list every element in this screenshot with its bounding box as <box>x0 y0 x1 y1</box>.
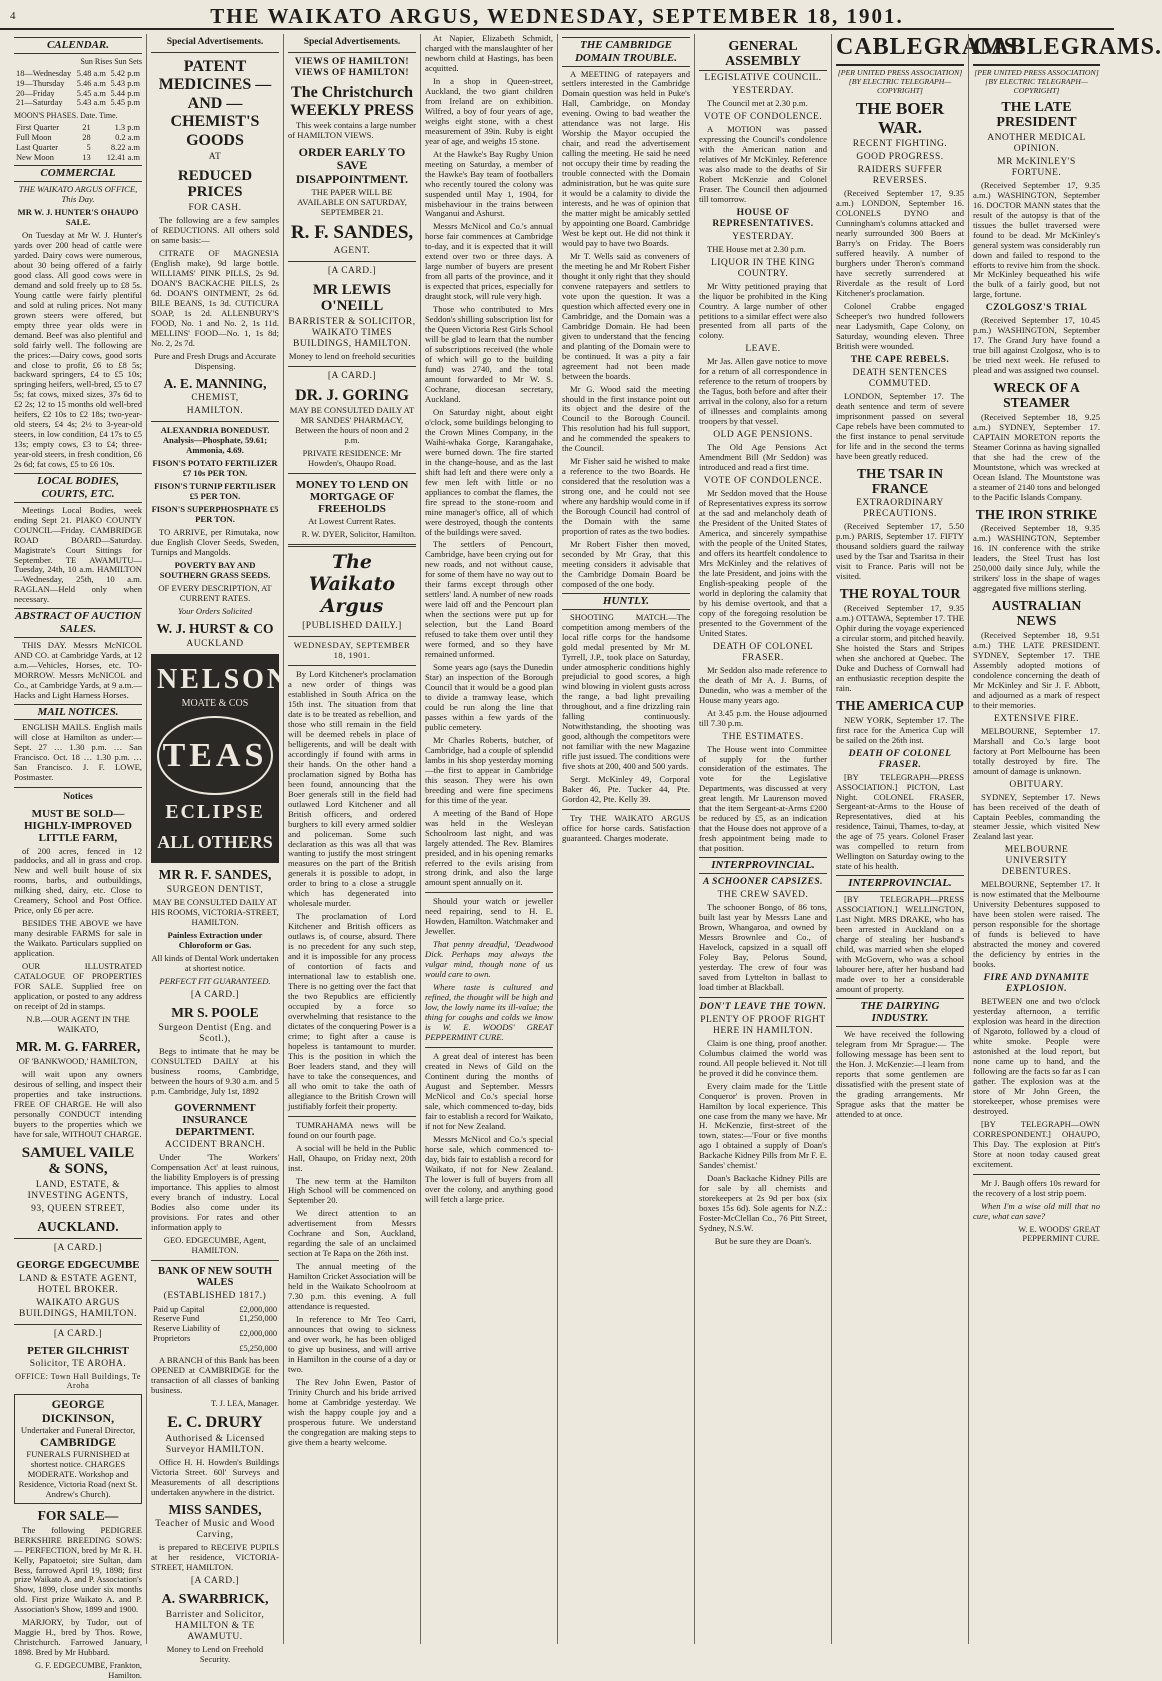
drury-subheading: Authorised & Licensed Surveyor HAMILTON. <box>165 1433 265 1455</box>
nelson-eclipse: ECLIPSE <box>165 801 265 824</box>
divider <box>288 1116 416 1117</box>
legislative-council: LEGISLATIVE COUNCIL. <box>704 72 822 83</box>
money-signature: R. W. DYER, Solicitor, Hamilton. <box>301 530 416 540</box>
catalogue-notice: OUR ILLUSTRATED CATALOGUE OF PROPERTIES FOR SALE. Supplied free on application, or posted to any address on receipt of 2d in stamps. <box>14 961 142 1012</box>
plenty-body: Claim is one thing, proof another. Columbus claimed the world was round. All people believed it. Not till he proved it did he convince them. <box>699 1037 827 1078</box>
columns <box>10 33 1162 1680</box>
news-paragraph: Messrs McNicol and Co.'s annual horse fair commences at Cambridge to-day, and it is expected that it will extend over two or three days. A large number of buyers are present from all parts of the province, and it is expected that prices, especially for draught stock, will rule very high. <box>425 221 553 302</box>
news-paragraph: At the Hawke's Bay Rugby Union meeting on Saturday, a member of the Hawke's Bay team of footballers who recently toured the colony was suspended until May 1, 1904, for misbehaviour in the trains between Wanganui and Ashurst. <box>425 148 553 219</box>
dickinson-ad <box>14 1394 142 1504</box>
forsale-body: The following PEDIGREE BERKSHIRE BREEDING SOWS:— PERFECTION, bred by Mr R. H. Kelly, Papatoetoi; sire Sultan, dam Bess, farrowed April 19, 1898; first prize Waikato A. and P. Association's Show, 1899, close under six months old. First prize Waikato A. and P. Association's Show, 1899 and 1900. <box>14 1524 142 1615</box>
goring-name: DR. J. GORING <box>295 386 409 404</box>
vote-condolence: VOTE OF CONDOLENCE. <box>703 111 823 122</box>
ad-verse: That penny dreadful, 'Deadwood Dick. Perhaps may always the vulgar mind, though none of us would care to own. <box>425 939 553 980</box>
fraser-death-body: [BY TELEGRAPH—PRESS ASSOCIATION.] PICTON, Last Night. COLONEL FRASER, Sergeant-at-Arms to the House of Representatives, died at his residence, Tainui, Thames, to-day, at the age of 75 years. Colonel Fraser was compelled to return from Wellington on Saturday owing to the state of his health. <box>836 771 964 872</box>
good-progress: GOOD PROGRESS. <box>856 152 944 163</box>
cape-body: LONDON, September 17. The death sentence and term of severe imprisonment passed on several Cape rebels have been commuted to the first instance to penal servitude for life and in the second the terms have been greatly reduced. <box>836 390 964 461</box>
patent-price: REDUCED PRICES <box>177 167 253 201</box>
divider <box>288 52 416 53</box>
auction-body: THIS DAY. Messrs McNICOL AND CO. at Cambridge Yards, at 12 a.m.—Vehicles, Horses, etc. TO-MORROW. Messrs McNICOL and Co., at Cambridge Yards, at 9 a.m.—Hacks and Light Harness Horses. <box>14 639 142 700</box>
dynamite-body: BETWEEN one and two o'clock yesterday afternoon, a terrific explosion was heard in the direction of Ngaroto, followed by a cloud of white smoke. People were astonished at the loud report, but none came up to hand, and the following are the facts so far as I can gather. The explosion was at the store of Mr John Green, the storekeeper, whose premises were destroyed. <box>973 996 1100 1116</box>
czolgosz-heading: CZOLGOSZ'S TRIAL <box>985 303 1088 314</box>
dairying-body: We have received the following telegram from Mr Sprague:— The following message has been sent to the Hon. J. McKenzie:—I learn from reports that some gentlemen are dissatisfied with the present state of the grading arrangements. Mr Sprague asks that the matter be attended to at once. <box>836 1029 964 1119</box>
column-4 <box>420 34 557 1644</box>
fraser-death-heading: DEATH OF COLONEL FRASER. <box>848 748 952 770</box>
vaile-name: SAMUEL VAILE & SONS, <box>21 1144 135 1178</box>
swarbrick-name: A. SWARBRICK, <box>161 1592 269 1608</box>
press-heading: The Christchurch WEEKLY PRESS <box>290 84 414 119</box>
wreck-body: (Received September 18, 9.25 a.m.) SYDNEY, September 17. CAPTAIN MORETON reports the Steamer Corinna as having signalled that she had the crew of the Mountstone, which was wrecked at Ocean Island. The Mountstone was a steamer of 2140 tons and belonged to the Pacific Islands Company. <box>973 411 1100 502</box>
trouble-body: Mr T. Wells said as conveners of the meeting he and Mr Robert Fisher thought it only right that they should convene ratepayers and settlers to vote upon the question. It was a question which affected every one in Cambridge, and the Domain was a Cambridge Domain. He had been given to understand that the fencing and planting of the Domain were to be continued. It was a pity a fair agreement had not been made between the boards. <box>562 250 690 381</box>
pensions-body: The Old Age Pensions Act Amendment Bill (Mr Seddon) was introduced and read a first time. <box>699 442 827 473</box>
press-available: THE PAPER WILL BE AVAILABLE ON SATURDAY, SEPTEMBER 21. <box>297 186 407 217</box>
vote-body: A MOTION was passed expressing the Council's condolence with the American nation and relatives of Mr McKinley. Reference was also made to the deaths of Sir Robert McKenzie and Colonel Fraser. The Council then adjourned till tomorrow. <box>699 123 827 204</box>
huntly-results: Sergt. McKinley 49, Corporal Baker 46, Pte. Tucker 44, Pte. Gordon 42, Pte. Kelly 39. <box>562 774 690 805</box>
poole-subheading: Surgeon Dentist (Eng. and Scotl.), <box>158 1022 272 1044</box>
tsar-body: (Received September 17, 5.50 p.m.) PARIS, September 17. FIFTY thousand soldiers guard the railway used by the Tsar and Tsaritsa in their visit to France. Paris will not be visited. <box>836 521 964 582</box>
bank-body: A BRANCH of this Bank has been OPENED at CAMBRIDGE for the transaction of all classes of banking business. <box>151 1355 279 1396</box>
lc-body: The Council met at 2.30 p.m. <box>707 97 808 108</box>
column-7 <box>831 34 1026 1644</box>
card-label: [A CARD.] <box>190 1576 240 1587</box>
liquor-heading: LIQUOR IN THE KING COUNTRY. <box>710 257 816 279</box>
card-label: [A CARD.] <box>53 1328 103 1339</box>
edgecumbe-name: GEORGE EDGECUMBE <box>16 1259 140 1272</box>
miss-sandes-body: is prepared to RECEIVE PUPILS at her residence, VICTORIA-STREET, HAMILTON. <box>151 1542 279 1573</box>
yesterday-label: YESTERDAY. <box>732 85 794 96</box>
card-label: [A CARD.] <box>53 1243 103 1254</box>
agent-name: MR. M. G. FARRER, <box>15 1038 141 1054</box>
electric-telegraph: [BY ELECTRIC TELEGRAPH—COPYRIGHT] <box>985 76 1088 95</box>
table-row: First Quarter 21 1.3 p.m <box>16 123 140 133</box>
divider <box>973 1174 1100 1175</box>
divider <box>14 1324 142 1325</box>
schooner-body: The schooner Bongo, of 86 tons, built last year by Messrs Lane and Brown, Whangaroa, and owned by Messrs Brownlee and Co., of Havelock, capsized in a squall off Foley Bay, Pelorus Sound, yesterday. The crew of four was saved from Lyttelton in ballast to load timber at Blackball. <box>699 901 827 992</box>
huntly-body: SHOOTING MATCH.—The competition among members of the local rifle corps for the handsome gold medal presented by Mr M. Tyrrell, J.P., took place on Saturday, under atmospheric conditions highly prejudicial to good scores, a high wind blowing in violent gusts across the range, a bad light prevailing throughout, and a fine drizzling rain falling continuously. Notwithstanding, the shooting was good, although the competitors were not familiar with the new Magazine rifle just issued. The conditions were five shots at 200, 400 and 500 yards. <box>562 611 690 772</box>
agent-intro: N.B.—OUR AGENT IN THE WAIKATO, <box>26 1014 130 1034</box>
table-row: 19—Thursday 5.46 a.m 5.43 p.m <box>16 78 140 88</box>
news-paragraph: In reference to Mr Teo Carri, announces that owing to sickness and over work, he has been obliged to give up business, and will arrive in Hamilton in the course of a day or two. <box>288 1314 416 1374</box>
news-paragraph: A great deal of interest has been created in News of Gild on the Continent during the months of August and September. Messrs McNicol and Co.'s special horse sale, which commenced to-day, bids fair to establish a record for Waikato, if not for New Zealand. <box>425 1050 553 1131</box>
news-paragraph: The annual meeting of the Hamilton Cricket Association will be held in the Waikato Schoolroom at 7.30 p.m. this evening. A full attendance is requested. <box>288 1261 416 1312</box>
gov-insurance-agent: GEO. EDGECUMBE, Agent, HAMILTON. <box>163 1234 267 1255</box>
page-number-left: 4 <box>10 10 16 22</box>
card-label: [A CARD.] <box>190 989 240 1000</box>
divider <box>562 809 690 810</box>
patent-list-intro: The following are a few samples of REDUCTIONS. All others sold on same basis:— <box>151 215 279 245</box>
column-6 <box>694 34 831 1644</box>
table-row: 18—Wednesday 5.48 a.m 5.42 p.m <box>16 69 140 79</box>
table-row: New Moon 13 12.41 a.m <box>16 152 140 162</box>
news-paragraph: Some years ago (says the Dunedin Star) an inspection of the Borough Council that it would be a good plan to divide a tramway lease, which could be run along the line that passes within a few yards of the public cemetery. <box>425 662 553 732</box>
oneill-subheading: BARRISTER & SOLICITOR, WAIKATO TIMES BUILDINGS, HAMILTON. <box>288 316 416 349</box>
dickinson-city: CAMBRIDGE <box>39 1435 116 1450</box>
bank-signature: T. J. LEA, Manager. <box>211 1399 279 1409</box>
poole-body: Begs to intimate that he may be CONSULTED DAILY at his business rooms, Cambridge, between the hours of 9.30 a.m. and 5 p.m. Cambridge, July 1st, 1892 <box>151 1045 279 1096</box>
argus-subheading: [PUBLISHED DAILY.] <box>302 621 402 632</box>
royal-body: (Received September 17, 9.35 a.m.) OTTAWA, September 17. THE Ophir during the voyage experienced a circular storm, and pitched heavily. She hoisted the Stars and Stripes when she anchored at Quebec. The Duke and Duchess of Cornwall had an enthusiastic reception despite the rain. <box>836 603 964 693</box>
vaile-subheading: LAND, ESTATE, & INVESTING AGENTS, <box>27 1179 129 1201</box>
vote2-body: Mr Seddon moved that the House of Representatives express its sorrow at the sad and melancholy death of the President of the United States of America, and sincerely sympathise with the people of the United States, and offers its heartfelt condolence to Mrs McKinley and the relatives of the late President, and joins with the English-speaking people of the world in deploring the calamity that by his demise overtook, and that a copy of the foregoing resolution be presented to the Government of the United States. <box>699 488 827 638</box>
moon-header: MOON'S PHASES. Date. Time. <box>14 111 118 121</box>
fertilizer-4: FISON'S SUPERPHOSPHATE £5 PER TON. <box>151 504 279 525</box>
news-paragraph: On Saturday night, about eight o'clock, some buildings belonging to the Crown Mines Company, in the Waihi-whaka Gorge, Karangahake, were burned down. The fire started in the change-house, and as the last shift had left and there were only a few men left with little or no appliances to combat the flames, the fire spread to the stone-room and mine manager's office, all of which were destroyed, though the contents of the buildings were saved. <box>425 406 553 537</box>
table-row: £5,250,000 <box>239 1343 277 1353</box>
trouble-body: Mr G. Wood said the meeting should in the first instance point out its object and the desire of the Council to the Borough Council. This resolution had his full support, and he commended the speakers to the Council. <box>562 383 690 454</box>
nelson-company: MOATE & COS <box>181 698 249 710</box>
news-paragraph: The new term at the Hamilton High School will be commenced on September 20. <box>288 1175 416 1206</box>
drury-body: Office H. H. Howden's Buildings Victoria Street. 60l' Surveys and Measurements of all descriptions undertaken anywhere in the district. <box>151 1456 279 1497</box>
commercial-body: On Tuesday at Mr W. J. Hunter's yards over 200 head of cattle were yarded. Dairy cows were numerous, about 30 being offered of a fairly good class. All good cows were in demand and sold freely up to £8 5s. Young cattle were fairly plentiful and sold at ruling prices. Not many grown steers were offered, but empty three year olds were in demand. Beef was also plentiful and sold fairly well. The following are the prices:—Dairy cows, good sorts and close to profit, £6 to £8 5s; backward springers, £4 to £5 10s; springing heifers, well-bred, £5 to £7 5s; fat cows, mixed sizes, 37s 6d to £2 2s; 12 to 15 months old well-bred heifers, £2 10s to £2 18s; two-year-old steers, £4 4s; 2½ to 3-year-old steers, in low condition, £4 17s to £5 13s; empty cows, £3 to £4; three-year-old steers, in fresh condition, £6 2s 6d; fat cows, £5 to £6 10s. <box>14 229 142 470</box>
patent-cash: FOR CASH. <box>188 202 242 213</box>
divider <box>288 261 416 262</box>
death-sentences: DEATH SENTENCES COMMUTED. <box>852 367 948 389</box>
pensions-heading: OLD AGE PENSIONS. <box>713 430 813 441</box>
column-5 <box>557 34 694 1644</box>
sun-table <box>14 69 142 108</box>
miss-sandes-name: MISS SANDES, <box>168 1501 262 1517</box>
farm-notice-body: of 200 acres, fenced in 12 paddocks, and all in grass and crop. New and well built house of six rooms, barbs, and outbuildings, milking shed, dairy, etc. Close to Creamery, School and Post Office. Price, only £6 per acre. <box>14 845 142 916</box>
estimates-heading: THE ESTIMATES. <box>722 731 804 742</box>
hurst-name: W. J. HURST & CO <box>156 620 274 636</box>
vaile-address: 93, QUEEN STREET, <box>31 1203 125 1214</box>
table-row: 21—Saturday 5.43 a.m 5.45 p.m <box>16 98 140 108</box>
argus-date: WEDNESDAY, SEPTEMBER 18, 1901. <box>293 640 411 661</box>
news-paragraph: TUMRAHAMA news will be found on our fourth page. <box>288 1119 416 1140</box>
news-paragraph: A social will be held in the Public Hall, Ohaupo, on Friday next, 20th inst. <box>288 1142 416 1173</box>
divider <box>151 1260 279 1261</box>
royal-tour-heading: THE ROYAL TOUR <box>839 586 961 602</box>
plenty-end: But be sure they are Doan's. <box>714 1236 812 1247</box>
farm-notice-heading: MUST BE SOLD— HIGHLY-IMPROVED LITTLE FARM, <box>24 808 132 845</box>
gov-insurance-name: GOVERNMENT INSURANCE DEPARTMENT. <box>174 1101 256 1138</box>
crew-saved: THE CREW SAVED. <box>717 889 809 900</box>
divider <box>699 997 827 998</box>
gov-insurance-subheading: ACCIDENT BRANCH. <box>164 1139 266 1150</box>
commercial-lead: THE WAIKATO ARGUS OFFICE, This Day. <box>18 184 138 204</box>
sandes-fit: PERFECT FIT GUARANTEED. <box>159 975 271 986</box>
press-association: [PER UNITED PRESS ASSOCIATION] <box>974 67 1099 77</box>
leader-paragraph: By Lord Kitchener's proclamation a new order of things was established in South Africa on the 15th inst. The situation from that date is to be treated as rebellion, and those who still remain in the field will be deemed rebels in place of belligerents, and will be dealt with accordingly if found with arms in their hands. On the other hand a proclamation signed by Botha has been found, announcing that the Boer generals still in the field had outlawed Lord Kitchener and all British officers, and ordered burghers to kill every armed soldier and policeman. Some such declaration as this was all that was wanting to justify the most stringent measures on the part of the British generals it is possible to adopt, in order to bring to a close a struggle which has degenerated into wholesale murder. <box>288 669 416 909</box>
gov-insurance-body: Under 'The Workers' Compensation Act' at least ruinous, the liability Employers is of pressing importance. This applies to almost every branch of industry. Local Bodies also come under its provisions. For rates and other information apply to <box>151 1151 279 1232</box>
sandes-name: MR R. F. SANDES, <box>158 867 272 883</box>
electric-telegraph: [BY ELECTRIC TELEGRAPH—COPYRIGHT] <box>848 76 952 95</box>
swarbrick-subheading: Barrister and Solicitor, HAMILTON & TE AWAMUTU. <box>165 1609 265 1642</box>
sun-header: Sun Rises Sun Sets <box>80 56 142 66</box>
moon-table <box>14 123 142 162</box>
cablegrams-banner: CABLEGRAMS. <box>836 34 964 66</box>
wreck-heading: WRECK OF A STEAMER <box>993 380 1080 411</box>
local-bodies-body: Meetings Local Bodies, week ending Sept 21. PIAKO COUNTY COUNCIL—Friday. CAMBRIDGE ROAD BOARD—Saturday. Magistrate's Court Sittings for September. TE AWAMUTU—Tuesday, 24th, 10 a.m. HAMILTON—Wednesday, 25th, 10 a.m. RAGLAN—Held only when necessary. <box>14 504 142 605</box>
plenty-heading: PLENTY OF PROOF RIGHT HERE IN HAMILTON. <box>700 1014 826 1036</box>
oneill-name: MR LEWIS O'NEILL <box>313 281 391 315</box>
patent-heading: PATENT MEDICINES — AND — CHEMIST'S GOODS <box>158 58 272 149</box>
president-body: (Received September 17, 9.35 a.m.) WASHINGTON, September 16. DOCTOR MANN states that the result of the autopsy is that of the tissues the bullet traversed were found to be dead. Mr McKinley's general system was considerably run down and failed to respond to the efforts to revive him from the shock. Mr McKinley bequeathed his wife the bulk of a fairly good, but not large, fortune. <box>973 179 1100 300</box>
trouble-body: Mr Fisher said he wished to make a reference to the two Boards. He considered that the resolution was a strong one, and he could not see where any hardship would come in if the Borough Council had control of the Domain with the same proportion of rates as the two bodies. <box>562 456 690 537</box>
dynamite-body: [BY TELEGRAPH—OWN CORRESPONDENT.] OHAUPO, This Day. The explosion at Pitt's Store at noon today caused great excitement. <box>973 1118 1100 1169</box>
table-row: Paid up Capital £2,000,000 <box>153 1304 277 1314</box>
column-3 <box>283 34 420 1644</box>
agent-body: will wait upon any owners desirous of selling, and inspect their properties and take instructions. FREE OF CHARGE. He will also personally CONDUCT intending buyers to the properties which we have for sale, WITHOUT CHARGE. <box>14 1068 142 1139</box>
fertilizer-3: FISON'S TURNIP FERTILISER £5 PER TON. <box>154 481 276 502</box>
press-body: This week contains a large number of HAMILTON VIEWS. <box>288 120 416 141</box>
bank-established: (ESTABLISHED 1817.) <box>163 1290 267 1301</box>
adjourn-text: At 3.45 p.m. the House adjourned till 7.30 p.m. <box>699 707 827 728</box>
dont-leave-heading: DON'T LEAVE THE TOWN. <box>699 1001 827 1012</box>
fertilizer-2: FISON'S POTATO FERTILIZER £7 10s PER TON. <box>152 458 278 479</box>
table-row: Reserve Liability of Proprietors £2,000,000 <box>153 1324 277 1343</box>
australian-body: (Received September 18, 9.51 a.m.) THE LATE PRESIDENT. SYDNEY, September 17. THE Assembly adopted motions of condolence concerning the death of Mr McKinley and Sir J. F. Abbott, and adjourned as a mark of respect to their memories. <box>973 629 1100 710</box>
swarbrick-money: Money to Lend on Freehold Security. <box>166 1643 264 1664</box>
obituary-heading: OBITUARY. <box>1009 779 1064 790</box>
local-bodies-heading: LOCAL BODIES, COURTS, ETC. <box>14 473 142 503</box>
argus-title: The Waikato Argus <box>308 551 396 618</box>
calendar-heading: CALENDAR. <box>14 37 142 54</box>
column-8 <box>968 34 1162 1644</box>
news-paragraph: Messrs McNicol and Co.'s special horse sale, which commenced to-day, bids fair to establish a record for Waikato, if not for New Zealand. The lower is full of buyers from all over the colony, and anything good will fetch a large price. <box>425 1133 553 1204</box>
column-2 <box>146 34 291 1664</box>
plenty-body: Every claim made for the 'Little Conqueror' is proven. Proven in Hamilton by local experience. This one case from the many we have. Mr H. McKenzie, first-street of the town, states:—'Four or five months ago I obtained a supply of Doan's Backache Kidney Pills from Mr F. E. Sandes' chemist.' <box>699 1080 827 1171</box>
auction-heading: ABSTRACT OF AUCTION SALES. <box>14 608 142 638</box>
raiders-heading: RAIDERS SUFFER REVERSES. <box>857 165 943 187</box>
patent-list: CITRATE OF MAGNESIA (English make), 9d large bottle. WILLIAMS' PINK PILLS, 2s 9d. DOAN'S BACKACHE PILLS, 2s 6d. DOAN'S OINTMENT, 2s 6d. BILE BEANS, 1s 3d. CUTICURA SOAP, 1s 2d. ALLENBURY'S FOOD, No. 1 and No. 2, 1s 11d. MELLINS' FOOD—No. 1, 1s 8d; No. 2, 2s 7d. <box>151 247 279 348</box>
edgecumbe-subheading: LAND & ESTATE AGENT, HOTEL BROKER. <box>19 1273 137 1295</box>
card-label: [A CARD.] <box>327 370 377 381</box>
leave-heading: LEAVE. <box>745 344 781 355</box>
mail-heading: MAIL NOTICES. <box>14 704 142 721</box>
divider <box>14 1238 142 1239</box>
trouble-heading: THE CAMBRIDGE DOMAIN TROUBLE. <box>562 37 690 67</box>
divider <box>288 366 416 367</box>
bank-name: BANK OF NEW SOUTH WALES <box>157 1265 273 1289</box>
woods-verse: When I'm a wise old mill that no cure, what can save? <box>973 1200 1100 1221</box>
sandes-painless: Painless Extraction under Chloroform or Gas. <box>167 930 263 951</box>
interprovincial-body: [BY TELEGRAPH—PRESS ASSOCIATION.] WELLINGTON, Last Night. MRS DRAKE, who has been arrested in Auckland on a charge of stealing her husband's child, was married when she eloped with McGovern, who was a school labourer here, after her husband had made over to her a considerable amount of property. <box>836 894 964 994</box>
gilchrist-subheading: Solicitor, TE AROHA. <box>29 1358 127 1369</box>
obituary-body: SYDNEY, September 17. News has been received of the death of Captain Peebles, commanding the steamer Jessie, which visited New Zealand last year. <box>973 791 1100 842</box>
ad-paragraph: Should your watch or jeweller need repairing, send to H. E. Howden, Hamilton. Watchmaker and Jeweller. <box>425 896 553 937</box>
table-row: Reserve Fund £1,250,000 <box>153 1314 277 1324</box>
newspaper-title: THE WAIKATO ARGUS, WEDNESDAY, SEPTEMBER 18, 1901. <box>210 4 904 28</box>
boer-body: Colonel Crabbe engaged Scheeper's two hundred followers near Ladysmith, Cape Colony, on Saturday, wounding eleven. Three British were wounded. <box>836 301 964 351</box>
besides-notice: BESIDES THE ABOVE we have many desirable FARMS for sale in the Waikato. Particulars supplied on application. <box>14 918 142 959</box>
news-paragraph: The settlers of Pencourt, Cambridge, have been crying out for new roads, and not without cause, for some of them have no way out to their farms except through other settlers' land. A number of new roads were laid off and the Pencourt plan when the sections were put up for selection, but the Land Board refused to take them over until they were formed, and so they have remained unformed. <box>425 539 553 660</box>
news-paragraph: A meeting of the Band of Hope was held in the Wesleyan Schoolroom last night, and was largely attended. The Rev. Blamires presided, and in his opening remarks referred to the evils arising from strong drink, and also the large amount spent annually on it. <box>425 807 553 888</box>
forsale-body-2: MARJORY, by Tudor, out of Maggie H., bred by Thos. Rowe, Christchurch. Farrowed January, 1898. Bred by Mr Hubbard. <box>14 1617 142 1658</box>
house-met: THE House met at 2.30 p.m. <box>707 243 806 254</box>
card-label: [A CARD.] <box>327 265 377 276</box>
table-row: Last Quarter 5 8.22 a.m <box>16 142 140 152</box>
fertilizer-1: ALEXANDRIA BONEDUST. Analysis—Phosphate, 59.61; Ammonia, 4.69. <box>160 425 270 456</box>
miss-sandes-subheading: Teacher of Music and Wood Carving, <box>155 1519 275 1541</box>
university-body: MELBOURNE, September 17. It is now estimated that the Melbourne University Debentures supposed to have been stolen were raised. The person responsible for the shortage of funds is believed to have abstracted the money and covered the deficiency by entries in the books. <box>973 879 1100 970</box>
divider <box>288 665 416 666</box>
agent-address: OF 'BANKWOOD,' HAMILTON, <box>18 1055 138 1066</box>
bank-table <box>151 1305 279 1354</box>
commercial-heading: COMMERCIAL <box>14 165 142 182</box>
iron-body: (Received September 18, 9.35 a.m.) WASHINGTON, September 16. IN conference with the strike leaders, the Steel Trust has lost 250,000 daily since July, while the strikers' loss in the shape of wages aggregated five millions sterling. <box>973 523 1100 594</box>
goring-body: MAY BE CONSULTED DAILY AT MR SANDES' PHARMACY, Between the hours of noon and 2 p.m. <box>289 405 415 446</box>
divider <box>288 636 416 637</box>
yesterday-label: YESTERDAY. <box>732 231 794 242</box>
goring-residence: PRIVATE RESIDENCE: Mr Howden's, Ohaupo Road. <box>302 448 402 469</box>
fortune-heading: MR McKINLEY'S FORTUNE. <box>997 156 1076 178</box>
special-ads-heading: Special Advertisements. <box>166 37 264 47</box>
edgecumbe-address: WAIKATO ARGUS BUILDINGS, HAMILTON. <box>19 1297 137 1319</box>
poverty-bay-sub: OF EVERY DESCRIPTION, AT CURRENT RATES. <box>158 582 272 603</box>
rf-sandes-name: R. F. SANDES, <box>290 221 414 243</box>
fire-body: MELBOURNE, September 17. Marshall and Co.'s large boot factory at Port Melbourne has been totally destroyed by fire. The amount of damage is unknown. <box>973 725 1100 776</box>
late-president-heading: THE LATE PRESIDENT <box>996 99 1077 131</box>
cablegrams-banner: CABLEGRAMS. <box>973 34 1100 66</box>
nelson-teas-ad <box>151 654 291 864</box>
news-paragraph: Those who contributed to Mrs Seddon's shilling subscription list for the Queen Victoria Rest Girls School will be glad to learn that the number of subscriptions received (the whole of which will go to the building fund) was 2740, and the total amount forwarded to Mr W. S. Cochrane, diocesan secretary, Auckland. <box>425 304 553 404</box>
divider <box>151 52 279 53</box>
vaile-city: AUCKLAND. <box>37 1218 119 1234</box>
patent-at: AT <box>208 151 222 162</box>
trouble-body: A MEETING of ratepayers and settlers interested in the Cambridge Domain question was held in Puke's Hall, Cambridge, on Monday evening. Owing to bad weather the attendance was not large. His Worship the Mayor occupied the chair, and read the advertisement calling the meeting. He said he need not occupy their time by reading the trouble connected with the Domain administration, but he was quite sure it would be a calamity to divide the interests, and he was of opinion that the matter might be amicably settled by appointing one Board. Cambridge West be kept out. He did not think it would pay to have two Boards. <box>562 68 690 248</box>
cape-heading: THE CAPE REBELS. <box>850 354 950 365</box>
money-heading: MONEY TO LEND ON MORTGAGE OF FREEHOLDS <box>295 479 409 516</box>
forsale-signature: G. F. EDGECUMBE, Frankton, Hamilton. <box>34 1661 142 1680</box>
fertilizer-arrive: TO ARRIVE, per Rimutaka, now due English Clover Seeds, Sweden, Turnips and Mangolds. <box>151 527 279 558</box>
news-paragraph: In a shop in Queen-street, Auckland, the two giant children from Ireland are on exhibition. Wilfred, a boy of four years of age, weighs eight stone, with a chest measurement of 39in. Ruby is eight year of age, and weighs 15 stone. <box>425 75 553 146</box>
divider <box>425 892 553 893</box>
rf-sandes-subheading: AGENT. <box>333 245 371 256</box>
divider <box>151 421 279 422</box>
poole-name: MR S. POOLE <box>171 1004 259 1020</box>
special-ads-heading: Special Advertisements. <box>303 37 401 47</box>
column-1 <box>10 34 146 1680</box>
news-paragraph: The Rev John Ewen, Pastor of Trinity Church and his bride arrived home at Cambridge yesterday. We wish the happy couple joy and a prosperous future. We understand the congregation are making steps to give them a hearty welcome. <box>288 1376 416 1447</box>
vote-condolence-2: VOTE OF CONDOLENCE. <box>703 476 823 487</box>
boer-war-heading: THE BOER WAR. <box>855 98 945 137</box>
huntly-heading: HUNTLY. <box>562 593 690 610</box>
nelson-teas: TEAS <box>157 716 273 795</box>
interprovincial-heading: INTERPROVINCIAL. <box>836 875 964 892</box>
press-association: [PER UNITED PRESS ASSOCIATION] <box>837 67 963 77</box>
double-divider <box>288 544 416 547</box>
leave-body: Mr Jas. Allen gave notice to move for a return of all correspondence in reference to the return of troopers by the Tagus, both before and after their arrival in the colony, also for a return of illnesses and complaints among troopers by that vessel. <box>699 356 827 427</box>
views-line: VIEWS OF HAMILTON! VIEWS OF HAMILTON! <box>294 57 410 79</box>
medical-opinion: ANOTHER MEDICAL OPINION. <box>987 132 1086 154</box>
notices-heading: Notices <box>63 792 93 803</box>
leader-paragraph: The proclamation of Lord Kitchener and British officers as outlaws is, of course, absurd. There is no precedent for any such step, and it is impossible for any process of contortion of facts and international law to establish one. There is no getting over the fact that the two Republics are efficiently occupied by a force so overwhelming that resistance to the dictates of the conquering Power is a crime; to fight after a cause is hopeless is tantamount to murder. This is the position in which the Boer leaders stand, and they will have to take the consequences, and all who omit to take the oath of allegiance to the British Crown will justifiably forfeit their property. <box>288 911 416 1111</box>
australian-news-heading: AUSTRALIAN NEWS <box>991 598 1082 629</box>
tsar-heading: THE TSAR IN FRANCE <box>856 465 944 496</box>
news-paragraph: We direct attention to an advertisement from Messrs Cochrane and Son, Auckland, regarding the sale of an unclaimed section at Te Rapa on the 26th inst. <box>288 1208 416 1259</box>
dickinson-body: FUNERALS FURNISHED at shortest notice. CHARGES MODERATE. Workshop and Residence, Victoria Road (next St. Andrew's Church). <box>18 1448 138 1499</box>
nelson-all-others: ALL OTHERS <box>157 832 273 853</box>
table-row: 20—Friday 5.45 a.m 5.44 p.m <box>16 88 140 98</box>
commercial-subheading: MR W. J. HUNTER'S OHAUPO SALE. <box>17 206 139 227</box>
fraser-body: Mr Seddon also made reference to the death of Mr A. J. Burns, of Dunedin, who was a member of the House many years ago. <box>699 664 827 705</box>
gilchrist-office: OFFICE: Town Hall Buildings, Te Aroha <box>15 1371 141 1390</box>
poverty-bay-seeds: POVERTY BAY AND SOUTHERN GRASS SEEDS. <box>159 560 271 580</box>
masthead <box>0 0 1114 30</box>
nelson-brand: NELSON <box>157 663 291 695</box>
plenty-sign: Doan's Backache Kidney Pills are for sale by all chemists and storekeepers at 2s 9d per box (six boxes 15s 6d). Sole agents for N.Z.: Foster-McClellan Co., 76 Pitt Street, Sydney, N.S.W. <box>699 1173 827 1234</box>
manning-name: A. E. MANNING, <box>163 375 267 391</box>
sandes-work: All kinds of Dental Work undertaken at shortest notice. <box>151 953 279 973</box>
manning-subheading: CHEMIST, <box>191 393 239 404</box>
recent-fighting: RECENT FIGHTING. <box>852 139 948 150</box>
dickinson-subheading: Undertaker and Funeral Director, <box>20 1425 136 1436</box>
drury-name: E. C. DRURY <box>167 1414 263 1432</box>
dairying-heading: THE DAIRYING INDUSTRY. <box>836 998 964 1028</box>
news-paragraph: Mr Charles Roberts, butcher, of Cambridge, had a couple of splendid lambs in his shop yesterday morning—the first to appear in Cambridge this season. They were his own breeding and were fine specimens for this time of the year. <box>425 734 553 805</box>
press-order: ORDER EARLY TO SAVE DISAPPOINTMENT. <box>295 145 409 186</box>
divider <box>288 473 416 474</box>
oneill-money: Money to lend on freehold securities <box>288 350 416 361</box>
assembly-heading: GENERAL ASSEMBLY <box>699 39 827 71</box>
manning-city: HAMILTON. <box>186 406 244 417</box>
czolgosz-body: (Received September 17, 10.45 p.m.) WASHINGTON, September 17. The Grand Jury have found a true bill against Czolgosz, who is to be tried next week. He refused to plead and was assigned two counsel. <box>973 315 1100 376</box>
woods-signature: W. E. WOODS' GREAT PEPPERMINT CURE. <box>1018 1224 1100 1244</box>
gilchrist-name: PETER GILCHRIST <box>27 1344 129 1357</box>
divider <box>14 787 142 788</box>
hurst-city: AUCKLAND <box>186 638 244 649</box>
dickinson-name: GEORGE DICKINSON, <box>41 1397 115 1426</box>
mail-body: ENGLISH MAILS. English mails will close at Hamilton as under:— Sept. 27 … 1.30 p.m. … San Francisco. Oct. 18 … 1.30 p.m. … San Francisco. J. F. LOWE, Postmaster. <box>14 722 142 783</box>
interprovincial-heading: INTERPROVINCIAL. <box>699 857 827 874</box>
patent-footer: Pure and Fresh Drugs and Accurate Dispensing. <box>154 350 276 371</box>
liquor-body: Mr Witty petitioned praying that the liquor be prohibited in the King Country. A large number of other petitions to a similar effect were also presented from all parts of the colony. <box>699 280 827 341</box>
extraordinary-precautions: EXTRAORDINARY PRECAUTIONS. <box>856 498 944 520</box>
sandes-subheading: SURGEON DENTIST, <box>166 885 264 896</box>
iron-strike-heading: THE IRON STRIKE <box>975 506 1098 522</box>
fire-heading: EXTENSIVE FIRE. <box>993 713 1080 724</box>
estimates-body: The House went into Committee of supply for the further consideration of the estimates. The vote for the Legislative Departments, was discussed at very great length. Mr Laurenson moved that the item Sergeant-at-Arms £200 be reduced by £5, as an indication that the House does not approve of a fresh appointment being made to that position. <box>699 743 827 854</box>
america-cup-heading: THE AMERICA CUP <box>836 697 964 713</box>
divider <box>425 1047 553 1048</box>
fraser-heading: DEATH OF COLONEL FRASER. <box>712 641 814 663</box>
sandes-body: MAY BE CONSULTED DAILY AT HIS ROOMS, VICTORIA-STREET, HAMILTON. <box>151 897 279 928</box>
schooner-heading: A SCHOONER CAPSIZES. <box>702 876 824 887</box>
money-rate: At Lowest Current Rates. <box>308 516 396 527</box>
table-row: Full Moon 28 0.2 a.m <box>16 133 140 143</box>
house-representatives: HOUSE OF REPRESENTATIVES. <box>712 207 814 229</box>
reward-notice: Mr J. Baugh offers 10s reward for the recovery of a lost strip poem. <box>973 1177 1100 1198</box>
horse-cards-ad: Try THE WAIKATO ARGUS office for horse cards. Satisfaction guaranteed. Charges moderate. <box>562 813 690 843</box>
orders-solicited: Your Orders Solicited <box>177 605 253 616</box>
university-heading: MELBOURNE UNIVERSITY DEBENTURES. <box>1001 845 1072 878</box>
news-paragraph: At Napier, Elizabeth Schmidt, charged with the manslaughter of her newborn child at Hastings, has been acquitted. <box>425 33 553 73</box>
america-body: NEW YORK, September 17. The first race for the America Cup will be sailed on the 26th inst. <box>836 714 964 745</box>
dynamite-heading: FIRE AND DYNAMITE EXPLOSION. <box>983 973 1090 995</box>
ad-verse: Where taste is cultured and refined, the thought will be high and low, the lowly name its ill-value; the thing for coughs and colds we know is W. E. WOODS' GREAT PEPPERMINT CURE. <box>425 982 553 1042</box>
boer-body: (Received September 17, 9.35 a.m.) LONDON, September 16. COLONELS DYNO and Cunningham's columns attacked and nearly surrounded 300 Boers at Barry's on Friday. The Boers suffered heavily. A number of burghers under Theron's command have secretly surrendered at Riverdale as the result of Lord Kitchener's proclamation. <box>836 188 964 299</box>
trouble-body: Mr Robert Fisher then moved, seconded by Mr Gray, that this meeting considers it advisable that the Cambridge Domain Board be composed of the one body. <box>562 539 690 589</box>
forsale-heading: FOR SALE— <box>37 1507 119 1523</box>
